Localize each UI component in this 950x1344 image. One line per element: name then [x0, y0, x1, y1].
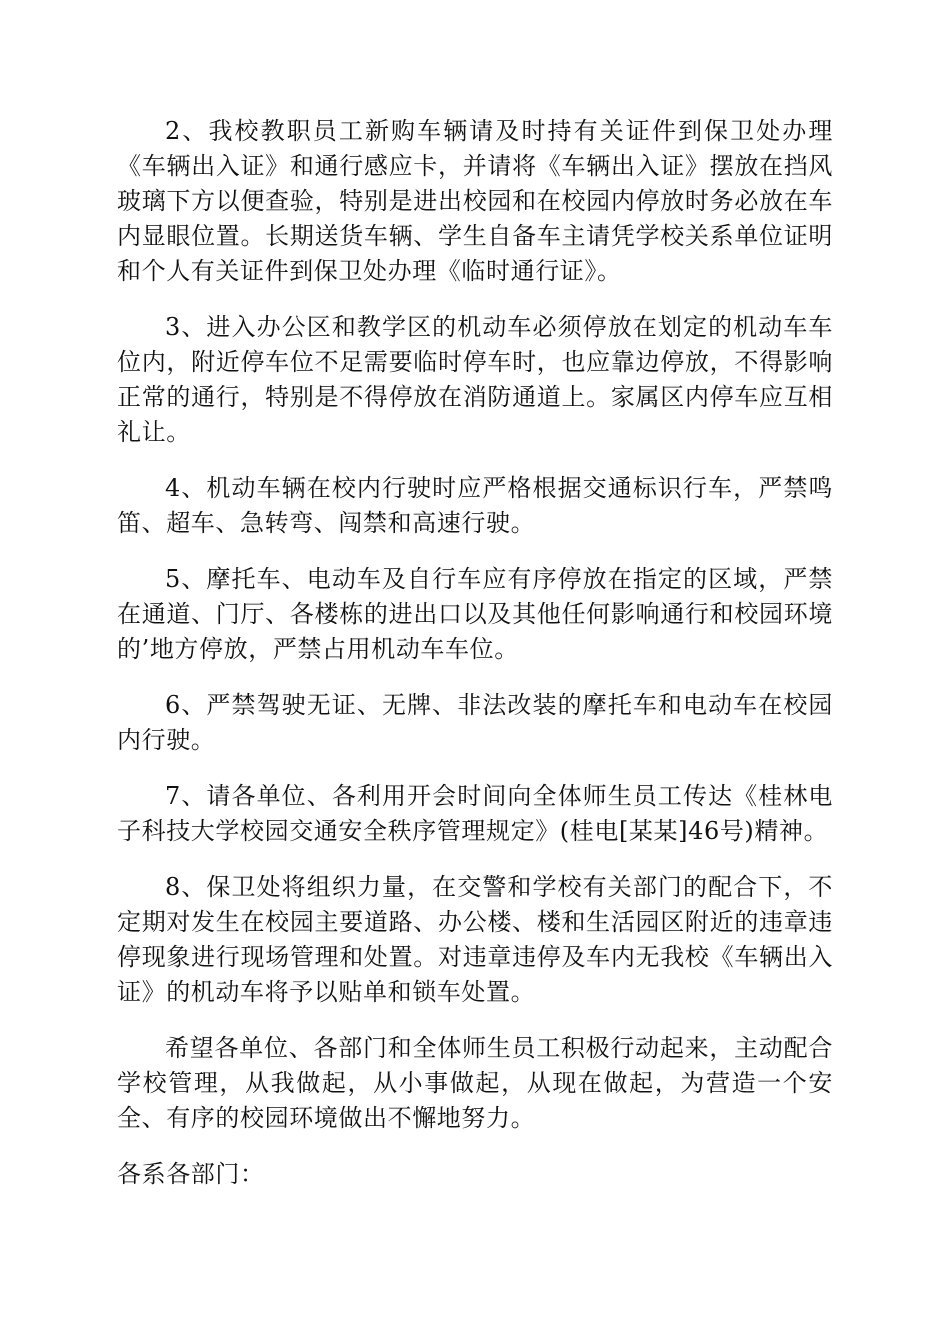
- paragraph-item-6: 6、严禁驾驶无证、无牌、非法改装的摩托车和电动车在校园内行驶。: [117, 691, 833, 754]
- closing-appeal-paragraph: 希望各单位、各部门和全体师生员工积极行动起来，主动配合学校管理，从我做起，从小事做起，从现在做起，为营造一个安全、有序的校园环境做出不懈地努力。: [117, 1034, 833, 1132]
- paragraph-item-7: 7、请各单位、各利用开会时间向全体师生员工传达《桂林电子科技大学校园交通安全秩序管理规定》(桂电[某某]46号)精神。: [117, 782, 833, 845]
- document-body: [117, 114, 833, 1192]
- paragraph-item-3: 3、进入办公区和教学区的机动车必须停放在划定的机动车车位内，附近停车位不足需要临时停车时，也应靠边停放，不得影响正常的通行，特别是不得停放在消防通道上。家属区内停车应互相礼让。: [117, 313, 833, 446]
- paragraph-item-8: 8、保卫处将组织力量，在交警和学校有关部门的配合下，不定期对发生在校园主要道路、办公楼、楼和生活园区附近的违章违停现象进行现场管理和处置。对违章违停及车内无我校《车辆出入证》的机动车将予以贴单和锁车处置。: [117, 873, 833, 1006]
- paragraph-item-4: 4、机动车辆在校内行驶时应严格根据交通标识行车，严禁鸣笛、超车、急转弯、闯禁和高速行驶。: [117, 474, 833, 537]
- paragraph-item-2: 2、我校教职员工新购车辆请及时持有关证件到保卫处办理《车辆出入证》和通行感应卡，并请将《车辆出入证》摆放在挡风玻璃下方以便查验，特别是进出校园和在校园内停放时务必放在车内显眼位置。长期送货车辆、学生自备车主请凭学校关系单位证明和个人有关证件到保卫处办理《临时通行证》。: [117, 117, 833, 285]
- paragraph-item-5: 5、摩托车、电动车及自行车应有序停放在指定的区域，严禁在通道、门厅、各楼栋的进出口以及其他任何影响通行和校园环境的’地方停放，严禁占用机动车车位。: [117, 565, 833, 663]
- addressee-line: 各系各部门：: [117, 1160, 265, 1188]
